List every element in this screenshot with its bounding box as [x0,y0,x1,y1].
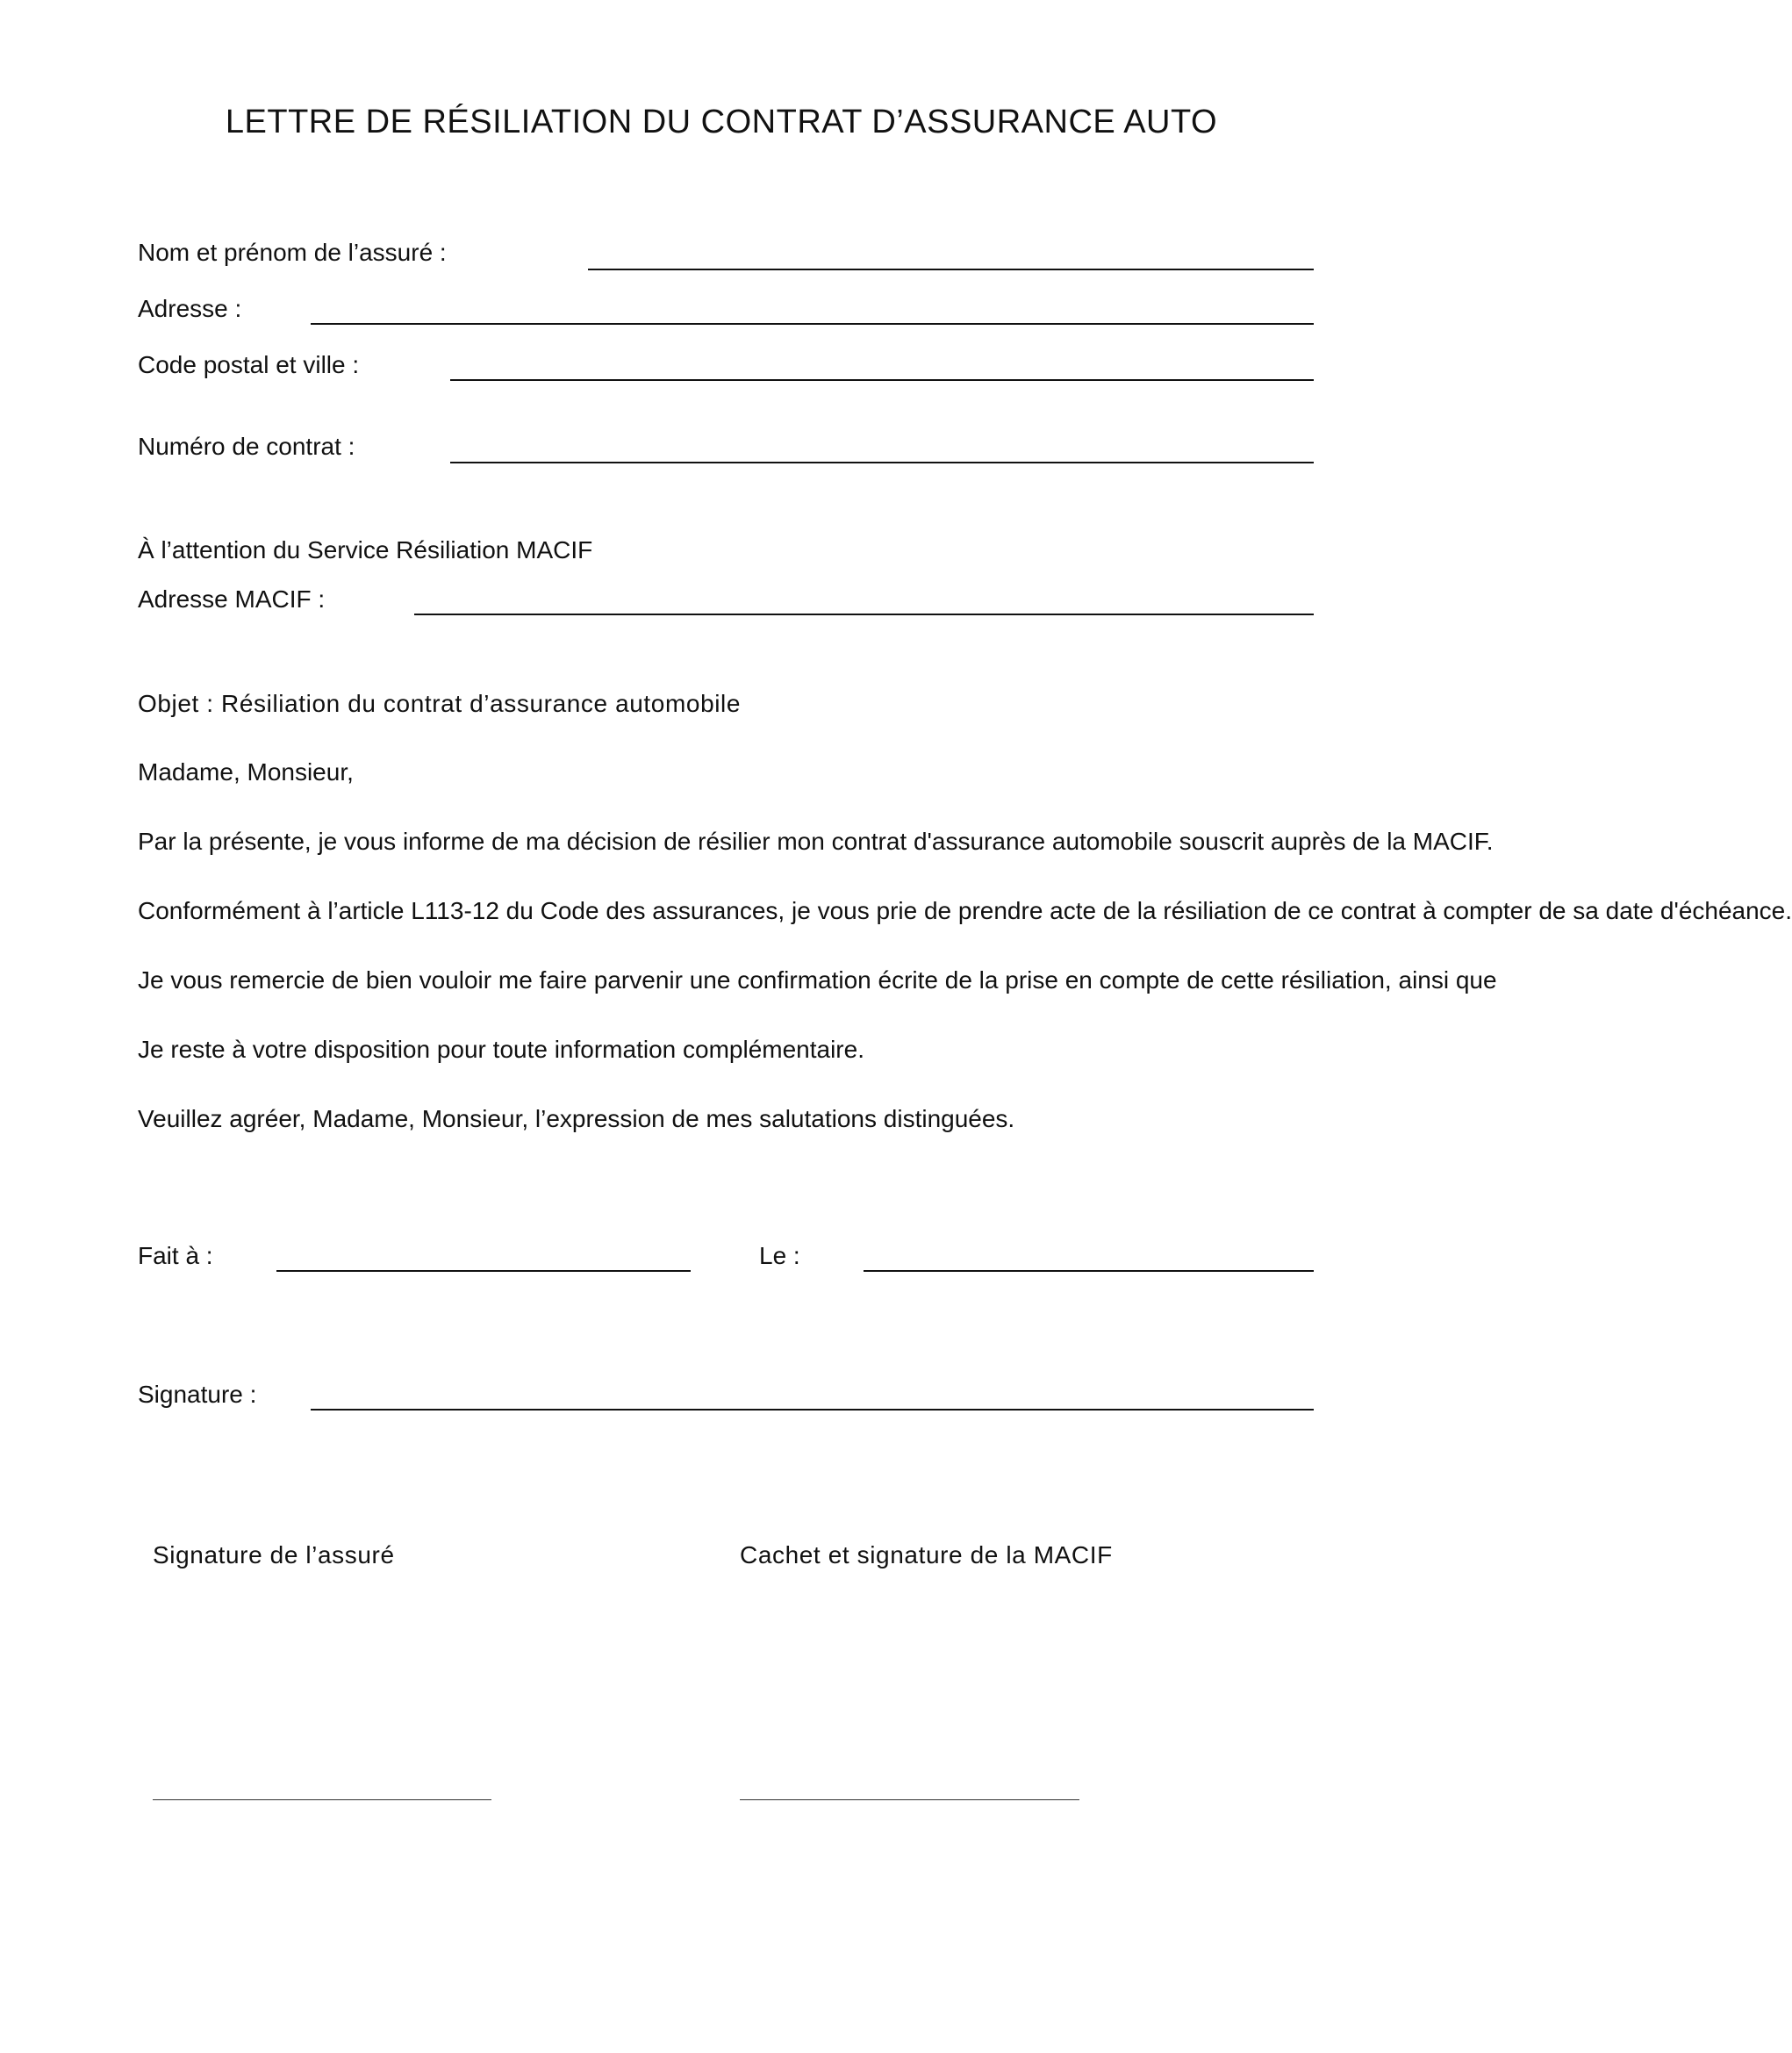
signature-assure-label: Signature de l’assuré [153,1541,395,1568]
adresse-field[interactable] [311,323,1314,325]
nom-label: Nom et prénom de l’assuré : [138,239,447,266]
fait-a-field[interactable] [276,1270,691,1272]
adresse-label: Adresse : [138,295,242,322]
le-field[interactable] [864,1270,1314,1272]
document-title: LETTRE DE RÉSILIATION DU CONTRAT D’ASSURANCE AUTO [225,104,1218,140]
code-postal-field[interactable] [450,379,1314,381]
fait-a-label: Fait à : [138,1242,213,1269]
letter-objet: Objet : Résiliation du contrat d’assurance automobile [138,690,742,717]
nom-field[interactable] [588,269,1314,270]
signature-macif-line[interactable] [740,1799,1079,1800]
numero-contrat-label: Numéro de contrat : [138,433,355,460]
signature-macif-label: Cachet et signature de la MACIF [740,1541,1113,1568]
signature-field[interactable] [311,1409,1314,1411]
recipient-attention: À l’attention du Service Résiliation MACIF [138,536,593,563]
numero-contrat-field[interactable] [450,462,1314,463]
letter-paragraph-4: Je reste à votre disposition pour toute information complémentaire. [138,1036,864,1063]
letter-paragraph-2: Conformément à l’article L113-12 du Code des assurances, je vous prie de prendre acte de la résiliation de ce contrat à compter de sa date d'échéance. [138,897,1792,924]
letter-paragraph-3: Je vous remercie de bien vouloir me faire parvenir une confirmation écrite de la prise en compte de cette résiliation, ainsi que [138,966,1497,994]
signature-label: Signature : [138,1381,257,1408]
letter-paragraph-5: Veuillez agréer, Madame, Monsieur, l’expression de mes salutations distinguées. [138,1105,1015,1132]
letter-paragraph-1: Par la présente, je vous informe de ma décision de résilier mon contrat d'assurance automobile souscrit auprès de la MACIF. [138,828,1494,855]
code-postal-label: Code postal et ville : [138,351,360,378]
letter-salutation: Madame, Monsieur, [138,758,354,786]
signature-assure-line[interactable] [153,1799,491,1800]
le-label: Le : [759,1242,800,1269]
adresse-macif-label: Adresse MACIF : [138,585,326,613]
adresse-macif-field[interactable] [414,614,1314,615]
